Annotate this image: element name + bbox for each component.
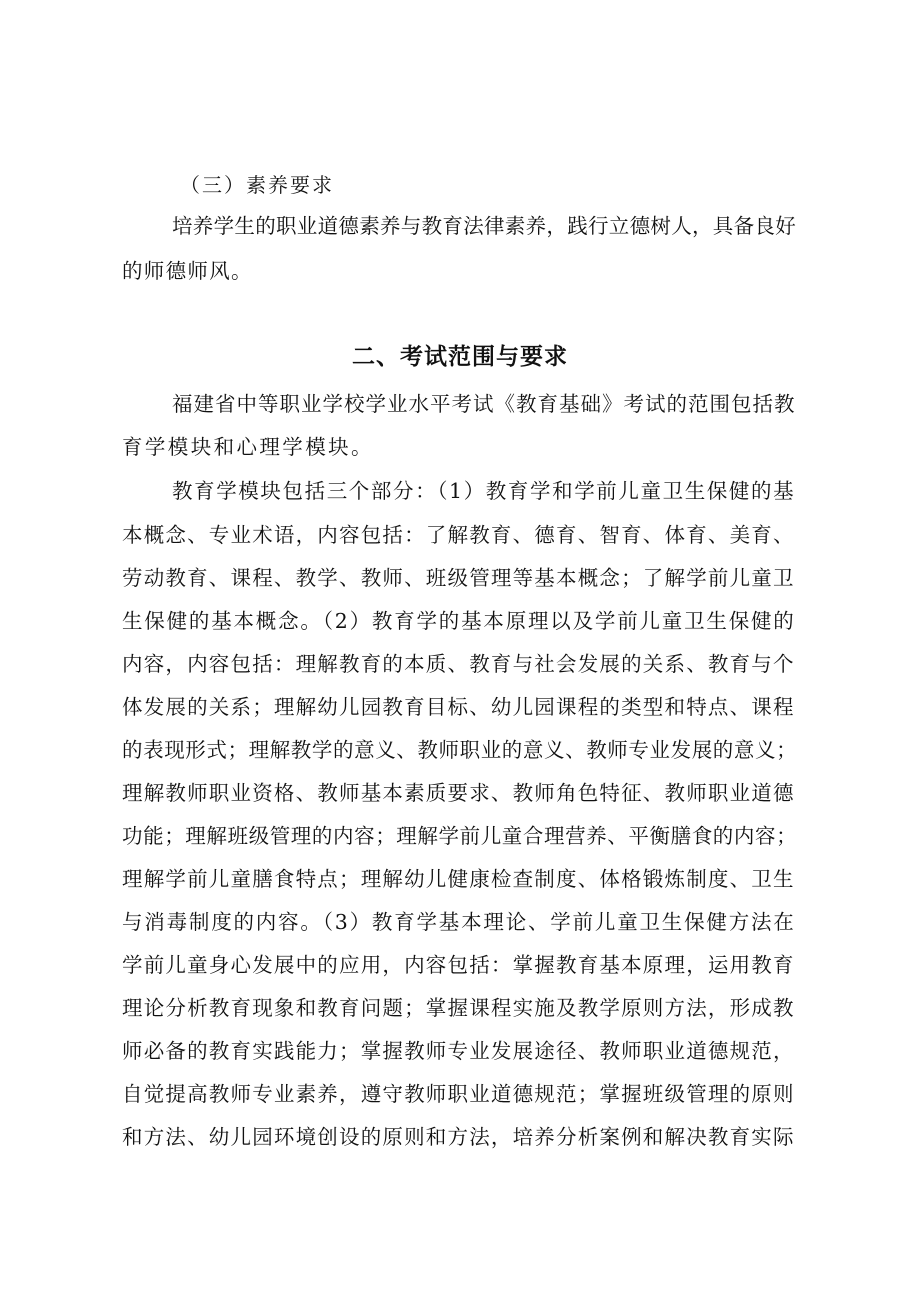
section-title: 二、考试范围与要求 (352, 344, 568, 370)
paragraph-line: 体发展的关系；理解幼儿园教育目标、幼儿园课程的类型和特点、课程 (122, 695, 795, 719)
paragraph-line: 理论分析教育现象和教育问题；掌握课程实施及教学原则方法，形成教 (122, 996, 795, 1020)
paragraph-line: 功能；理解班级管理的内容；理解学前儿童合理营养、平衡膳食的内容； (122, 824, 798, 848)
paragraph-line: 生保健的基本概念。（2）教育学的基本原理以及学前儿童卫生保健的 (122, 609, 796, 633)
paragraph-line: 和方法、幼儿园环境创设的原则和方法，培养分析案例和解决教育实际 (122, 1125, 795, 1149)
paragraph-line: 培养学生的职业道德素养与教育法律素养，践行立德树人，具备良好 (172, 214, 796, 238)
paragraph-line: 育学模块和心理学模块。 (122, 435, 374, 459)
paragraph-line: 的表现形式；理解教学的意义、教师职业的意义、教师专业发展的意义； (122, 738, 798, 762)
paragraph-line: 内容，内容包括：理解教育的本质、教育与社会发展的关系、教育与个 (122, 652, 795, 676)
paragraph-line: 劳动教育、课程、教学、教师、班级管理等基本概念；了解学前儿童卫 (122, 566, 795, 590)
paragraph-line: 师必备的教育实践能力；掌握教师专业发展途径、教师职业道德规范， (122, 1039, 795, 1063)
paragraph-line: 本概念、专业术语，内容包括：了解教育、德育、智育、体育、美育、 (122, 523, 795, 547)
paragraph-line: 理解教师职业资格、教师基本素质要求、教师角色特征、教师职业道德 (122, 781, 795, 805)
paragraph-line: 与消毒制度的内容。（3）教育学基本理论、学前儿童卫生保健方法在 (122, 910, 796, 934)
paragraph-line: 教育学模块包括三个部分：（1）教育学和学前儿童卫生保健的基 (172, 479, 796, 503)
paragraph-line: 福建省中等职业学校学业水平考试《教育基础》考试的范围包括教 (172, 392, 796, 416)
paragraph-line: 自觉提高教师专业素养，遵守教师职业道德规范；掌握班级管理的原则 (122, 1082, 795, 1106)
paragraph-line: 学前儿童身心发展中的应用，内容包括：掌握教育基本原理，运用教育 (122, 953, 795, 977)
paragraph-line: 的师德师风。 (122, 259, 253, 283)
paragraph-line: 理解学前儿童膳食特点；理解幼儿健康检查制度、体格锻炼制度、卫生 (122, 867, 795, 891)
literacy-requirements-heading: （三）素养要求 (180, 173, 334, 197)
